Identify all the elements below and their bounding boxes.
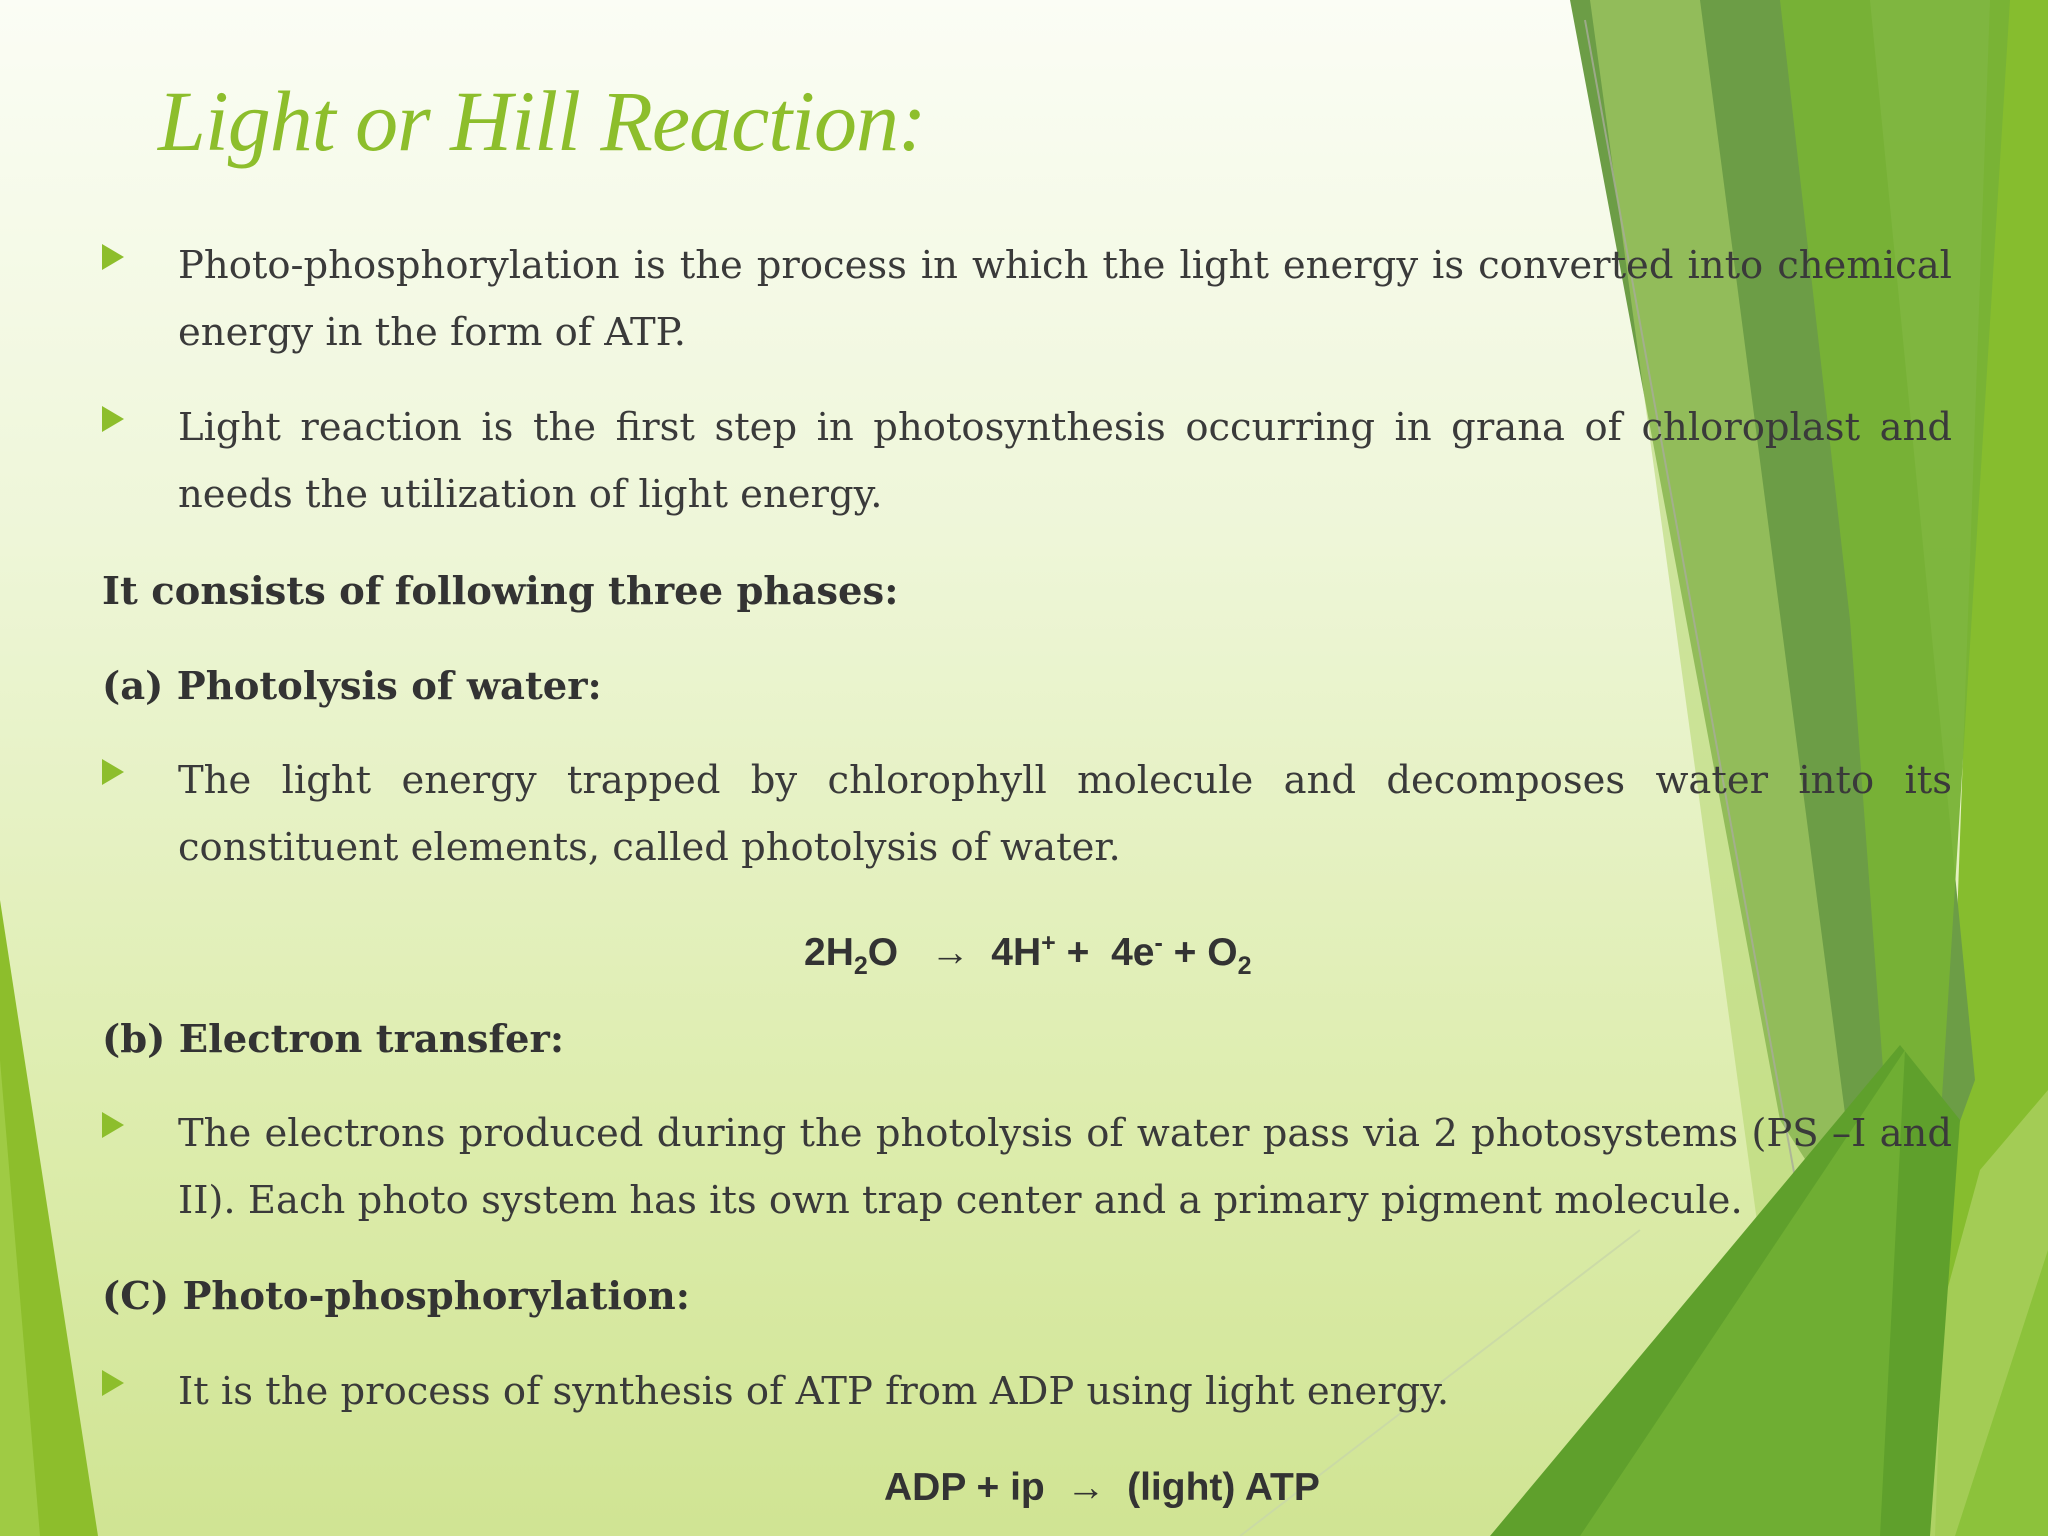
eq-oxygen: O — [1207, 931, 1238, 974]
bullet-arrow-icon — [102, 244, 124, 270]
bullet-arrow-icon — [102, 1112, 124, 1138]
bullet-photo-phosphorylation-process — [102, 1358, 1952, 1425]
bullet-arrow-icon — [102, 1370, 124, 1396]
slide-title: Light or Hill Reaction: — [158, 73, 926, 169]
phase-a-heading: (a) Photolysis of water: — [102, 664, 602, 709]
eq-adp: ADP + ip — [884, 1466, 1045, 1509]
phase-b-heading: (b) Electron transfer: — [102, 1017, 565, 1062]
bullet-arrow-icon — [102, 759, 124, 785]
eq-atp: (light) ATP — [1127, 1466, 1320, 1509]
phases-intro-heading: It consists of following three phases: — [102, 569, 899, 614]
eq-plus-1: + — [1066, 931, 1090, 974]
eq-hydrogen-sup: + — [1041, 929, 1056, 957]
eq-arrow: → — [1066, 1466, 1106, 1509]
photolysis-equation — [804, 918, 1252, 991]
eq-arrow: → — [930, 931, 970, 974]
eq-water-sub: 2 — [853, 951, 868, 980]
bullet-photolysis — [102, 747, 1952, 881]
eq-electron-sup: - — [1154, 929, 1163, 957]
bullet-text: The electrons produced during the photolysis of water pass via 2 photosystems (PS –I and II). Each photo system has its own trap center and a primary pigment molecule. — [178, 1111, 1952, 1223]
eq-oxygen-sub: 2 — [1237, 951, 1252, 980]
bullet-arrow-icon — [102, 406, 124, 432]
bullet-text: The light energy trapped by chlorophyll molecule and decomposes water into its constituent elements, called photolysis of water. — [178, 758, 1952, 870]
bullet-electron-transfer — [102, 1100, 1952, 1234]
atp-equation — [884, 1463, 1320, 1513]
phase-c-heading: (C) Photo-phosphorylation: — [102, 1274, 690, 1319]
bullet-text: Photo-phosphorylation is the process in which the light energy is converted into chemical energy in the form of ATP. — [178, 243, 1952, 355]
eq-water-coef: 2H — [804, 931, 854, 974]
bullet-text: Light reaction is the first step in photosynthesis occurring in grana of chloroplast and needs the utilization of light energy. — [178, 405, 1952, 517]
eq-electron: 4e — [1111, 931, 1155, 974]
bullet-light-reaction-def — [102, 394, 1952, 528]
bullet-photo-phosphorylation-def — [102, 232, 1952, 366]
eq-water-o: O — [867, 931, 899, 974]
eq-plus-2: + — [1173, 931, 1197, 974]
bullet-text: It is the process of synthesis of ATP from ADP using light energy. — [178, 1369, 1450, 1414]
eq-hydrogen: 4H — [991, 931, 1042, 974]
